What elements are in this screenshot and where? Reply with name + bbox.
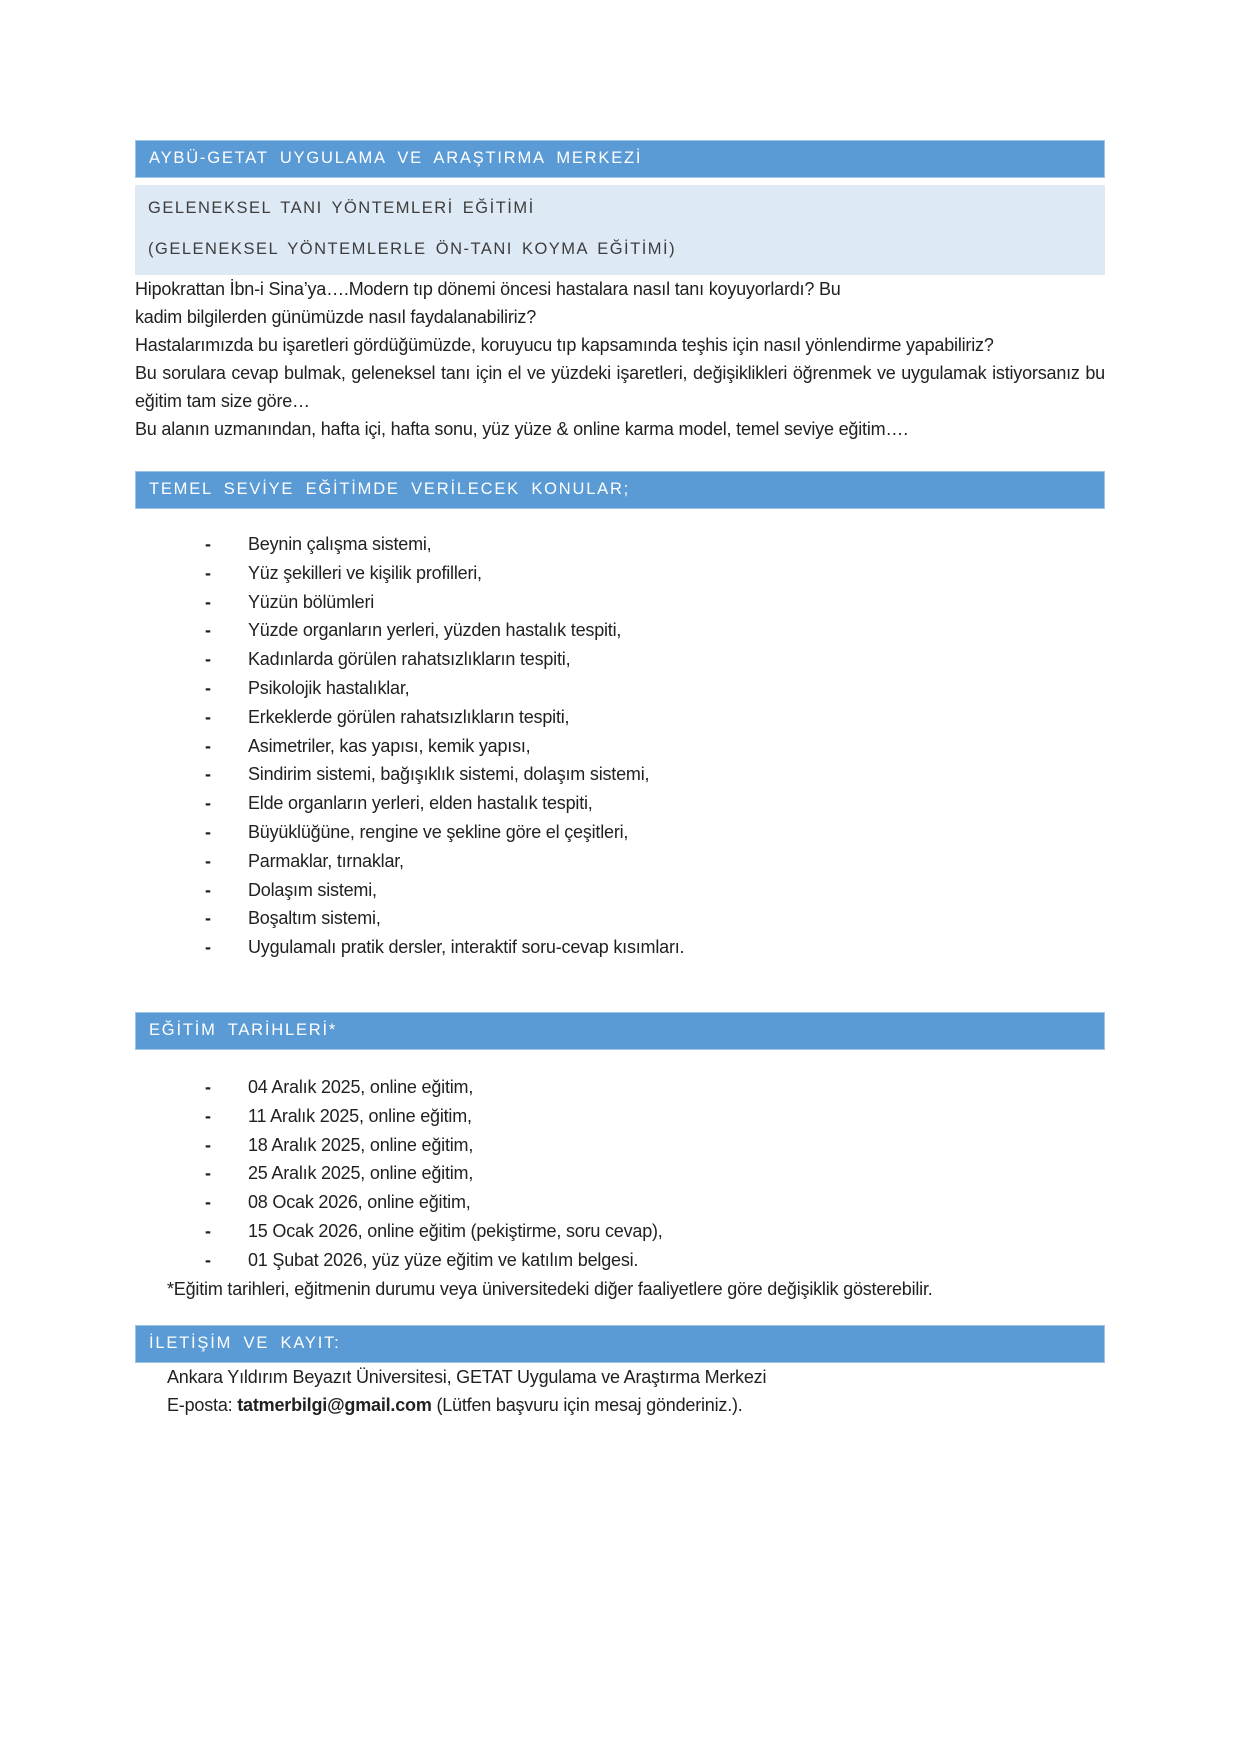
schedule-footnote: *Eğitim tarihleri, eğitmenin durumu veya üniversitedeki diğer faaliyetlere göre değişiklik gösterebilir. <box>167 1278 933 1299</box>
list-item-text: Uygulamalı pratik dersler, interaktif soru-cevap kısımları. <box>248 937 685 958</box>
dash-bullet: - <box>205 706 211 727</box>
list-item-text: Beynin çalışma sistemi, <box>248 534 432 554</box>
dash-bullet: - <box>205 879 211 900</box>
list-item <box>135 732 1105 761</box>
list-item-text: 11 Aralık 2025, online eğitim, <box>248 1105 472 1126</box>
list-item <box>135 703 1105 732</box>
list-item-text: Dolaşım sistemi, <box>248 879 377 900</box>
intro-paragraph-3: Hastalarımızda bu işaretleri gördüğümüzde, koruyucu tıp kapsamında teşhis için nasıl yönlendirme yapabiliriz? <box>135 335 994 355</box>
dates-list <box>135 1073 1105 1275</box>
list-item <box>135 1159 1105 1188</box>
dates-heading: EĞİTİM TARİHLERİ* <box>149 1020 338 1039</box>
list-item-text: 01 Şubat 2026, yüz yüze eğitim ve katılım belgesi. <box>248 1249 639 1270</box>
list-item-text: Yüz şekilleri ve kişilik profilleri, <box>248 562 482 583</box>
list-item <box>135 904 1105 933</box>
list-item-text: 15 Ocak 2026, online eğitim (pekiştirme, soru cevap), <box>248 1220 663 1241</box>
list-item-text: 08 Ocak 2026, online eğitim, <box>248 1192 471 1213</box>
list-item-text: 18 Aralık 2025, online eğitim, <box>248 1134 474 1155</box>
intro-paragraph-4: Bu sorulara cevap bulmak, geleneksel tanı için el ve yüzdeki işaretleri, değişiklikleri öğrenmek ve uygulamak istiyorsanız bu eğitim tam size göre… <box>135 363 1105 411</box>
list-item <box>135 1102 1105 1131</box>
list-item <box>135 588 1105 617</box>
section-header-topics <box>135 471 1105 509</box>
list-item-text: Parmaklar, tırnaklar, <box>248 850 404 871</box>
list-item <box>135 876 1105 905</box>
topics-list <box>135 530 1105 962</box>
email-note: (Lütfen başvuru için mesaj gönderiniz.). <box>431 1394 743 1415</box>
list-item <box>135 933 1105 962</box>
list-item <box>135 1073 1105 1102</box>
list-item-text: Kadınlarda görülen rahatsızlıkların tespiti, <box>248 649 571 670</box>
list-item-text: Psikolojik hastalıklar, <box>248 677 410 698</box>
course-title-block <box>135 185 1105 275</box>
list-item-text: Büyüklüğüne, rengine ve şekline göre el çeşitleri, <box>248 821 629 842</box>
course-title-line2: (GELENEKSEL YÖNTEMLERLE ÖN-TANI KOYMA EĞİTİMİ) <box>148 240 677 258</box>
list-item-text: Erkeklerde görülen rahatsızlıkların tespiti, <box>248 706 570 727</box>
list-item-text: Asimetriler, kas yapısı, kemik yapısı, <box>248 735 531 756</box>
dash-bullet: - <box>205 821 211 842</box>
list-item-text: Yüzün bölümleri <box>248 591 375 612</box>
dash-bullet: - <box>205 620 211 641</box>
dash-bullet: - <box>205 1105 211 1126</box>
email-address: tatmerbilgi@gmail.com <box>237 1394 432 1415</box>
list-item <box>135 789 1105 818</box>
list-item-text: Yüzde organların yerleri, yüzden hastalık tespiti, <box>248 620 622 641</box>
list-item <box>135 818 1105 847</box>
topics-heading: TEMEL SEVİYE EĞİTİMDE VERİLECEK KONULAR; <box>149 480 631 498</box>
dash-bullet: - <box>205 562 211 583</box>
list-item <box>135 530 1105 559</box>
course-title-line1: GELENEKSEL TANI YÖNTEMLERİ EĞİTİMİ <box>148 199 535 217</box>
list-item <box>135 616 1105 645</box>
contact-email-line <box>135 1391 1105 1419</box>
dash-bullet: - <box>205 534 211 554</box>
page-title: AYBÜ-GETAT UYGULAMA VE ARAŞTIRMA MERKEZİ <box>149 149 643 167</box>
list-item-text: Sindirim sistemi, bağışıklık sistemi, dolaşım sistemi, <box>248 764 650 785</box>
list-item <box>135 760 1105 789</box>
list-item <box>135 559 1105 588</box>
list-item-text: 25 Aralık 2025, online eğitim, <box>248 1163 474 1184</box>
dash-bullet: - <box>205 1249 211 1270</box>
dash-bullet: - <box>205 1220 211 1241</box>
dash-bullet: - <box>205 764 211 785</box>
dash-bullet: - <box>205 1163 211 1184</box>
list-item <box>135 645 1105 674</box>
page-title-bar <box>135 140 1105 178</box>
list-item <box>135 1188 1105 1217</box>
dash-bullet: - <box>205 1076 211 1097</box>
intro-paragraph-5: Bu alanın uzmanından, hafta içi, hafta sonu, yüz yüze & online karma model, temel seviye eğitim…. <box>135 419 909 439</box>
dash-bullet: - <box>205 850 211 871</box>
document-content <box>135 140 1105 1419</box>
dash-bullet: - <box>205 591 211 612</box>
dash-bullet: - <box>205 937 211 958</box>
dash-bullet: - <box>205 677 211 698</box>
dash-bullet: - <box>205 649 211 670</box>
section-header-contact <box>135 1325 1105 1363</box>
dash-bullet: - <box>205 793 211 814</box>
list-item <box>135 674 1105 703</box>
list-item-text: 04 Aralık 2025, online eğitim, <box>248 1076 474 1097</box>
dash-bullet: - <box>205 908 211 929</box>
list-item <box>135 1131 1105 1160</box>
dash-bullet: - <box>205 735 211 756</box>
list-item-text: Boşaltım sistemi, <box>248 908 381 929</box>
list-item-text: Elde organların yerleri, elden hastalık tespiti, <box>248 793 593 814</box>
intro-paragraph-2: kadim bilgilerden günümüzde nasıl faydalanabiliriz? <box>135 307 537 327</box>
intro-paragraph-1: Hipokrattan İbn-i Sina’ya….Modern tıp dönemi öncesi hastalara nasıl tanı koyuyorlardı? Bu <box>135 279 841 299</box>
contact-address: Ankara Yıldırım Beyazıt Üniversitesi, GETAT Uygulama ve Araştırma Merkezi <box>167 1366 767 1387</box>
dash-bullet: - <box>205 1192 211 1213</box>
contact-heading: İLETİŞİM VE KAYIT: <box>149 1333 341 1352</box>
list-item <box>135 1246 1105 1275</box>
dash-bullet: - <box>205 1134 211 1155</box>
email-label: E-posta: <box>167 1394 238 1415</box>
list-item <box>135 847 1105 876</box>
list-item <box>135 1217 1105 1246</box>
section-header-dates <box>135 1012 1105 1050</box>
